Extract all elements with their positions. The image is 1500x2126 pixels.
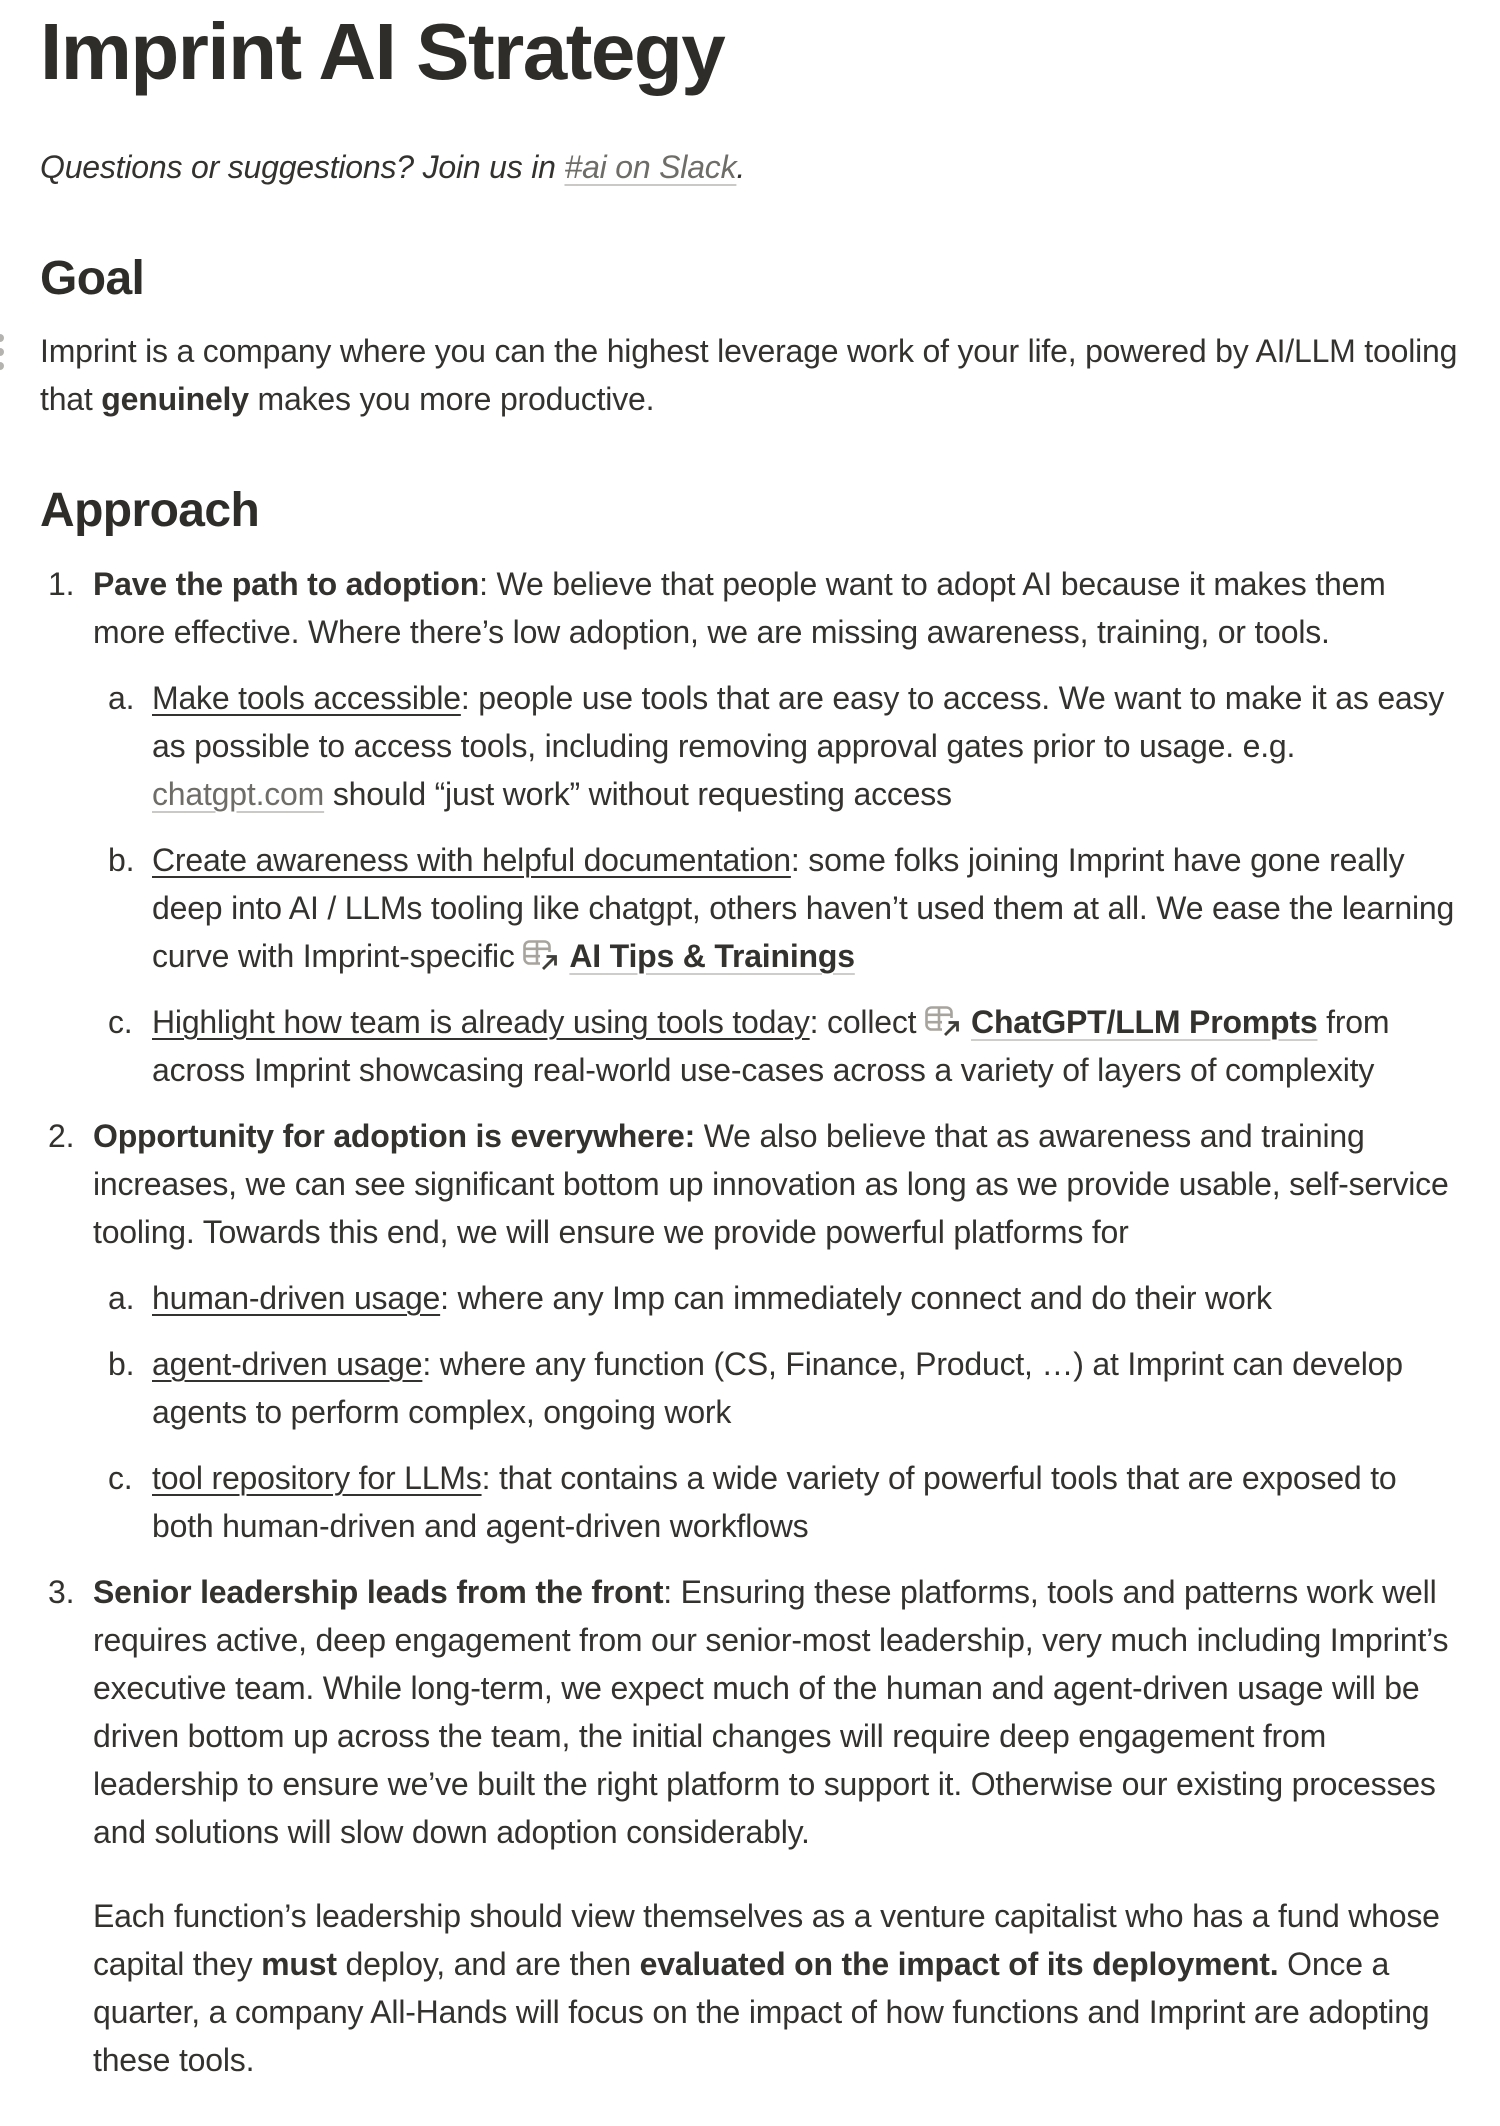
text-run: : collect	[809, 1004, 926, 1040]
list-item-1b	[108, 836, 1460, 980]
list-item-1a	[108, 674, 1460, 818]
list-item-2c	[108, 1454, 1460, 1550]
linked-database-icon[interactable]	[523, 939, 560, 971]
underlined-text: human-driven usage	[152, 1280, 441, 1316]
text-run: Once a quarter, a company All-Hands will focus on the impact of how functions and Imprint are adopting these tools.	[93, 1946, 1430, 2078]
list-item-1	[48, 560, 1460, 656]
list-marker: a.	[108, 680, 135, 716]
text-run: Questions or suggestions? Join us in	[40, 149, 565, 185]
list-marker: 1.	[48, 566, 75, 602]
list-item-2	[48, 1112, 1460, 1256]
list-item-2b	[108, 1340, 1460, 1436]
underlined-text: Create awareness with helpful documentation	[152, 842, 791, 878]
text-run: : where any Imp can immediately connect and do their work	[440, 1280, 1272, 1316]
list-item-2a	[108, 1274, 1460, 1322]
text-run: We also believe that as awareness and training increases, we can see significant bottom up innovation as long as we provide usable, self-service tooling. Towards this end, we will ensure we provide powerful platforms for	[93, 1118, 1449, 1250]
list-marker: c.	[108, 1004, 133, 1040]
bold-text: evaluated on the impact of its deployment.	[639, 1946, 1279, 1982]
list-item-3-followup-paragraph	[93, 1892, 1460, 2084]
text-run: : that contains a wide variety of powerful tools that are exposed to both human-driven and agent-driven workflows	[152, 1460, 1397, 1544]
list-marker: c.	[108, 1460, 133, 1496]
list-item-text	[93, 1568, 1460, 1856]
list-marker: 2.	[48, 1118, 75, 1154]
text-run: Each function’s leadership should view themselves as a venture capitalist who has a fund whose capital they	[93, 1898, 1440, 1982]
underlined-text: Make tools accessible	[152, 680, 461, 716]
bold-text: Pave the path to adoption	[93, 566, 480, 602]
underlined-text: Highlight how team is already using tools today	[152, 1004, 810, 1040]
bold-text: must	[261, 1946, 337, 1982]
approach-list	[40, 560, 1460, 2084]
text-run: Imprint is a company where you can the highest leverage work of your life, powered by AI/LLM tooling that	[40, 333, 1458, 417]
linked-database-icon[interactable]	[925, 1005, 962, 1037]
page-title: Imprint AI Strategy	[40, 7, 725, 96]
text-run: from across Imprint showcasing real-world use-cases across a variety of layers of complexity	[152, 1004, 1390, 1088]
list-item-text	[93, 1112, 1460, 1256]
text-run: deploy, and are then	[336, 1946, 640, 1982]
list-item-1c	[108, 998, 1460, 1094]
list-marker: b.	[108, 842, 135, 878]
text-run: .	[736, 149, 746, 185]
list-marker: 3.	[48, 1574, 75, 1610]
text-run: : where any function (CS, Finance, Product, …) at Imprint can develop agents to perform complex, ongoing work	[152, 1346, 1403, 1430]
bold-text: Senior leadership leads from the front	[93, 1574, 664, 1610]
text-run: makes you more productive.	[248, 381, 655, 417]
document-body	[0, 4, 1500, 2124]
list-item-text	[152, 1454, 1460, 1550]
text-run: : We believe that people want to adopt AI because it makes them more effective. Where there’s low adoption, we are missing awareness, training, or tools.	[93, 566, 1386, 650]
list-marker: a.	[108, 1280, 135, 1316]
underlined-text: tool repository for LLMs	[152, 1460, 482, 1496]
bold-text: genuinely	[101, 381, 249, 417]
text-run: : some folks joining Imprint have gone really deep into AI / LLMs tooling like chatgpt, others haven’t used them at all. We ease the learning curve with Imprint-specific	[152, 842, 1455, 974]
text-run: should “just work” without requesting access	[324, 776, 952, 812]
list-item-text	[152, 674, 1460, 818]
goal-paragraph-block	[40, 327, 1460, 423]
text-run: : Ensuring these platforms, tools and patterns work well requires active, deep engagement from our senior-most leadership, very much including Imprint’s executive team. While long-term, we expect much of the human and agent-driven usage will be driven bottom up across the team, the initial changes will require deep engagement from leadership to ensure we’ve built the right platform to support it. Otherwise our existing processes and solutions will slow down adoption considerably.	[93, 1574, 1449, 1850]
bold-text: Opportunity for adoption is everywhere:	[93, 1118, 696, 1154]
list-item-text	[152, 1274, 1460, 1322]
goal-paragraph	[40, 327, 1460, 423]
heading-goal: Goal	[40, 252, 145, 305]
drag-handle-icon[interactable]	[0, 334, 4, 370]
list-item-text	[152, 998, 1460, 1094]
underlined-text: agent-driven usage	[152, 1346, 423, 1382]
notion-document-page	[0, 4, 1500, 2126]
list-item-text	[93, 560, 1460, 656]
page-link[interactable]: ChatGPT/LLM Prompts	[971, 1004, 1318, 1040]
intro-paragraph	[40, 143, 1460, 191]
page-link[interactable]: AI Tips & Trainings	[569, 938, 855, 974]
heading-approach: Approach	[40, 484, 260, 537]
text-run: : people use tools that are easy to access. We want to make it as easy as possible to access tools, including removing approval gates prior to usage. e.g.	[152, 680, 1445, 764]
inline-link[interactable]: chatgpt.com	[152, 776, 325, 812]
inline-link[interactable]: #ai on Slack	[564, 149, 737, 185]
list-marker: b.	[108, 1346, 135, 1382]
list-item-3	[48, 1568, 1460, 1856]
list-item-text	[152, 1340, 1460, 1436]
list-item-text	[152, 836, 1460, 980]
